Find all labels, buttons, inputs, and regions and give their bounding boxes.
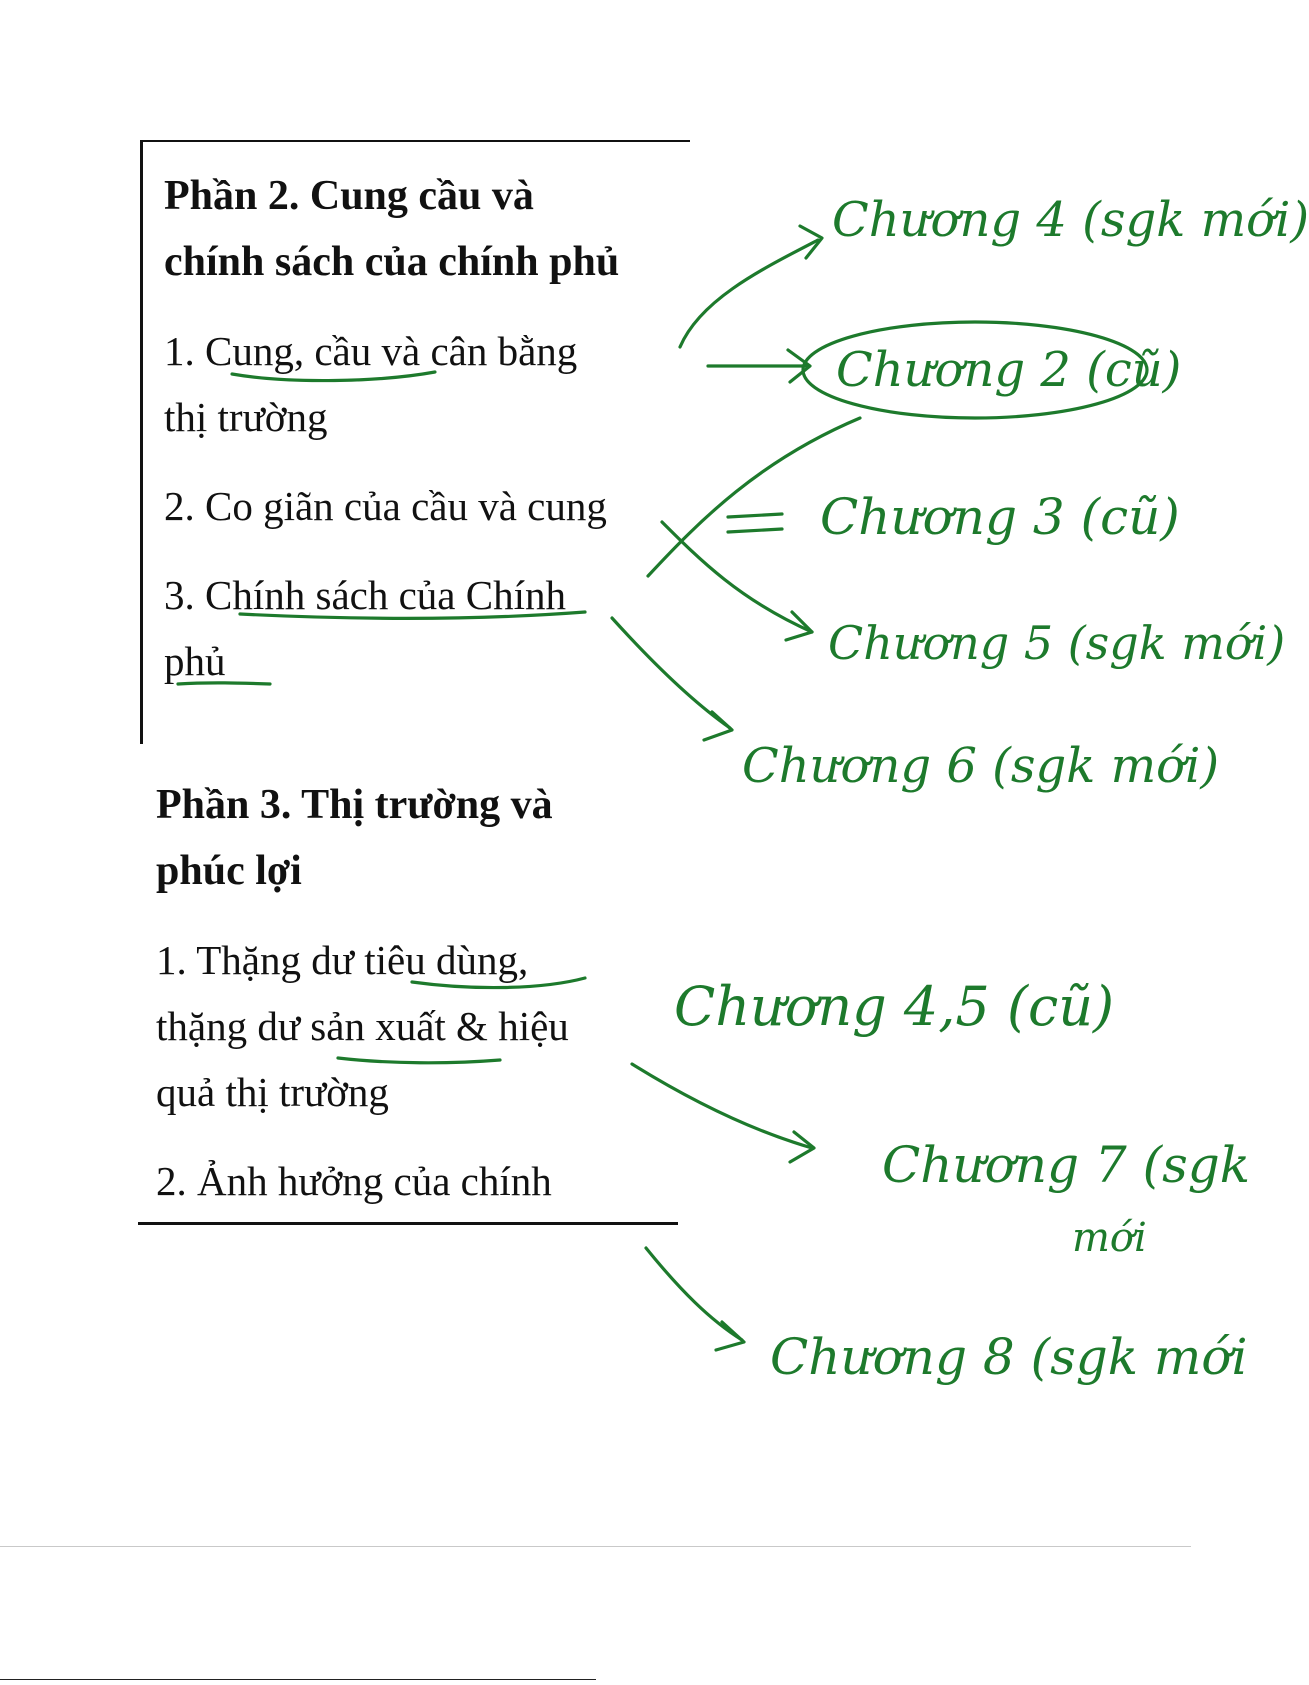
- arrow-to-chuong-4: [680, 240, 818, 347]
- note-chuong-7-cont: mới: [1072, 1215, 1147, 1261]
- arrow-to-chuong-7: [632, 1064, 812, 1148]
- section-2-title-line-2: chính sách của chính phủ: [164, 239, 620, 285]
- section-2-item-1-line-2: thị trường: [164, 394, 328, 440]
- section-3-item-1-line-1: 1. Thặng dư tiêu dùng,: [156, 937, 529, 983]
- next-page-top-line: [0, 1679, 596, 1680]
- note-chuong-6: Chương 6 (sgk mới): [742, 738, 1220, 794]
- section-2-item-1-line-1: 1. Cung, cầu và cân bằng: [164, 328, 578, 374]
- note-chuong-2: Chương 2 (cũ): [836, 342, 1182, 398]
- page-separator: [0, 1546, 1191, 1547]
- arrow-to-chuong-8: [646, 1248, 742, 1340]
- section-3-item-1-line-3: quả thị trường: [156, 1069, 389, 1115]
- table-top-border: [140, 140, 690, 142]
- section-2-title-line-1: Phần 2. Cung cầu và: [164, 173, 534, 219]
- arrow-to-chuong-6: [612, 618, 730, 728]
- section-3-item-2-line-1: 2. Ảnh hưởng của chính: [156, 1158, 552, 1204]
- section-3-title-line-2: phúc lợi: [156, 848, 302, 894]
- section-2-item-3-line-2: phủ: [164, 638, 226, 684]
- note-chuong-8: Chương 8 (sgk mới: [770, 1328, 1248, 1386]
- section-3-title-line-1: Phần 3. Thị trường và: [156, 782, 553, 828]
- note-chuong-5: Chương 5 (sgk mới): [828, 616, 1286, 670]
- note-chuong-7: Chương 7 (sgk: [882, 1136, 1251, 1194]
- arrow-to-chuong-5: [662, 522, 812, 632]
- section-2-item-2: 2. Co giãn của cầu và cung: [164, 483, 607, 529]
- section-3-item-1-line-2: thặng dư sản xuất & hiệu: [156, 1003, 569, 1049]
- note-chuong-4: Chương 4 (sgk mới): [832, 192, 1309, 248]
- table-bottom-border: [138, 1222, 678, 1225]
- equals-to-chuong-3: [728, 514, 782, 532]
- section-2-item-3-line-1: 3. Chính sách của Chính: [164, 572, 566, 618]
- note-chuong-4-5: Chương 4,5 (cũ): [674, 975, 1115, 1038]
- table-left-border: [140, 140, 143, 744]
- note-chuong-3: Chương 3 (cũ): [820, 488, 1180, 546]
